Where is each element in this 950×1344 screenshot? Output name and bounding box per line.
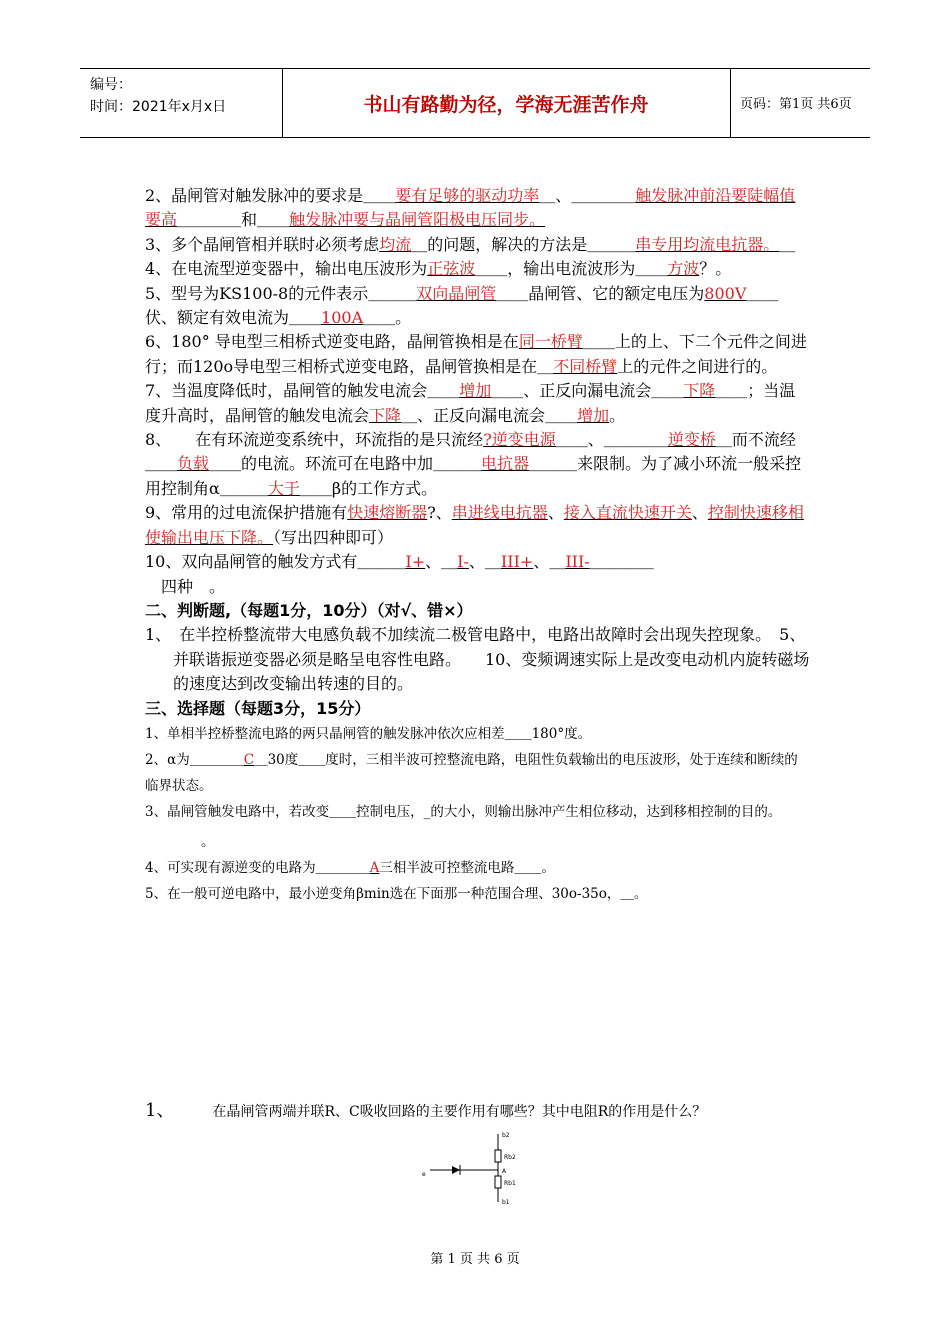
page-footer: 第 1 页 共 6 页 — [430, 1252, 520, 1267]
question-10: 10、双向晶闸管的触发方式有＿＿＿I+、＿I-、＿III+、＿III-＿＿＿＿ 四种 。 — [145, 552, 654, 596]
choice-2: 2、α为＿＿＿＿C＿30度＿＿度时，三相半波可控整流电路，电阻性负载输出的电压波形，处于连续和断续的临界状态。 — [145, 751, 798, 794]
question-7: 7、当温度降低时，晶闸管的触发电流会＿＿增加＿＿、正反向漏电流会＿＿下降＿＿；当温度升高时，晶闸管的触发电流会下降＿、正反向漏电流会＿＿增加。 — [145, 381, 796, 425]
question-6: 6、180° 导电型三相桥式逆变电路，晶闸管换相是在同一桥臂＿＿上的上、下二个元件之间进行；而120o导电型三相桥式逆变电路，晶闸管换相是在＿不同桥臂上的元件之间进行的。 — [145, 332, 807, 376]
choice-1: 1、单相半控桥整流电路的两只晶闸管的触发脉冲依次应相差＿＿180°度。 — [145, 725, 592, 742]
resistor-rb2 — [495, 1150, 501, 1162]
question-4: 4、在电流型逆变器中，输出电压波形为正弦波＿＿，输出电流波形为＿＿方波？。 — [145, 259, 732, 279]
label-a: A — [502, 1168, 507, 1175]
number-label: 编号： — [90, 77, 132, 93]
resistor-rb1 — [495, 1176, 501, 1188]
page-header — [80, 68, 870, 138]
choice-5: 5、在一般可逆电路中，最小逆变角βmin选在下面那一种范围合理、30o-35o，＿。 — [145, 885, 648, 902]
label-rb2: Rb2 — [504, 1154, 516, 1161]
label-rb1: Rb1 — [504, 1180, 516, 1187]
final-question-text: 在晶闸管两端并联R、C吸收回路的主要作用有哪些？其中电阻R的作用是什么？ — [212, 1104, 707, 1120]
header-page-info: 页码：第1页 共6页 — [740, 97, 852, 112]
section-2-text: 1、 在半控桥整流带大电感负载不加续流二极管电路中，电路出故障时会出现失控现象。 5、 并联谐振逆变器必须是略呈电容性电路。 10、变频调速实际上是改变电动机内旋转磁场的速度达到改变输出转速的目的。 — [145, 625, 814, 694]
label-e: e — [422, 1171, 426, 1178]
question-9: 9、常用的过电流保护措施有快速熔断器?、串进线电抗器、接入直流快速开关、控制快速移相使输出电压下降。（写出四种即可） — [145, 503, 804, 547]
ujt-circuit-diagram — [420, 1130, 530, 1210]
label-b2: b2 — [502, 1132, 510, 1139]
question-3: 3、多个晶闸管相并联时必须考虑均流＿的问题，解决的方法是＿＿＿串专用均流电抗器。＿ — [145, 234, 796, 254]
final-question — [145, 1096, 845, 1122]
label-b1: b1 — [502, 1199, 510, 1206]
choice-3-continuation: 。 — [201, 833, 215, 850]
diode-icon — [452, 1166, 460, 1174]
choice-3: 3、晶闸管触发电路中，若改变＿＿控制电压，_的大小，则输出脉冲产生相位移动，达到移相控制的目的。 — [145, 803, 782, 820]
header-info-cell — [80, 69, 283, 137]
header-motto: 书山有路勤为径，学海无涯苦作舟 — [282, 69, 731, 137]
section-3-title: 三、选择题（每题3分，15分） — [145, 698, 371, 718]
final-question-number: 1、 — [145, 1100, 175, 1121]
question-8: 8、 在有环流逆变系统中，环流指的是只流经?逆变电源＿＿、＿＿＿＿逆变桥＿而不流经＿＿负载＿＿的电流。环流可在电路中加＿＿＿电抗器＿＿＿来限制。为了减小环流一般采控用控制角α＿＿＿大于＿＿β的工作方式。 — [145, 430, 802, 498]
question-2: 2、晶闸管对触发脉冲的要求是＿＿要有足够的驱动功率＿、＿＿＿＿触发脉冲前沿要陡幅值要高＿＿＿＿和＿＿触发脉冲要与晶闸管阳极电压同步。 — [145, 186, 796, 230]
section-2-title: 二、判断题,（每题1分，10分）（对√、错×） — [145, 600, 473, 620]
time-label: 时间：2021年x月x日 — [90, 99, 227, 115]
question-5: 5、型号为KS100-8的元件表示＿＿＿双向晶闸管＿＿晶闸管、它的额定电压为800V＿＿伏、额定有效电流为＿＿100A＿＿。 — [145, 283, 779, 328]
document-body — [145, 184, 814, 907]
choice-4: 4、可实现有源逆变的电路为＿＿＿＿A三相半波可控整流电路＿＿。 — [145, 859, 555, 876]
